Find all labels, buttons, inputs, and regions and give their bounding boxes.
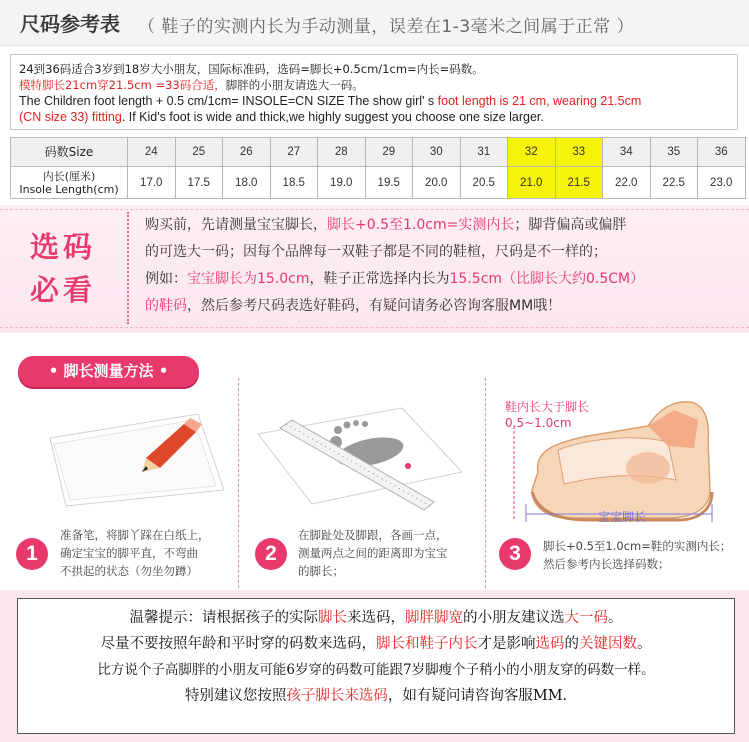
size-info-box — [10, 54, 738, 130]
step-line: 脚长+0.5至1.0cm=鞋的实测内长； — [543, 539, 732, 553]
header-bar — [0, 0, 749, 46]
tip-text — [145, 212, 743, 320]
notice-highlight: 脚长和鞋子内长 — [376, 636, 478, 652]
notice-line-1 — [18, 605, 734, 631]
paper-pencil-illustration — [38, 398, 228, 510]
page-subtitle: （ 鞋子的实测内长为手动测量，误差在1-3毫米之间属于正常 ） — [138, 17, 635, 37]
length-header-cn: 内长(厘米) — [42, 169, 96, 183]
notice-highlight: 选码 — [535, 636, 565, 652]
size-row — [11, 138, 746, 167]
length-cell: 19.5 — [365, 167, 413, 199]
notice-span: 才是影响 — [477, 636, 536, 652]
shoe-note-line-2: 0.5~1.0cm — [505, 416, 572, 430]
step-line: 测量两点之间的距离即为宝宝 — [298, 546, 448, 560]
info-en-red-2: (CN size 33) fitting — [19, 110, 122, 124]
size-header: 码数Size — [11, 138, 128, 167]
length-header-en: Insole Length(cm) — [19, 182, 119, 196]
foot-length-label: 宝宝脚长 — [598, 510, 647, 524]
notice-highlight: 大一码 — [564, 610, 608, 626]
notice-span: 尽量不要按照年龄和平时穿的码数来选码， — [100, 636, 376, 652]
info-en-red: foot length is 21 cm, wearing 21.5cm — [437, 94, 642, 108]
info-en-text-2: . If Kid's foot is wide and thick,we highly suggest you choose one size larger. — [121, 110, 544, 124]
notice-span: 。 — [637, 636, 652, 652]
notice-highlight: 关键因数 — [579, 636, 637, 652]
step-3-text — [543, 537, 731, 573]
tip-highlight: 脚长+0.5至1.0cm=实测内长 — [327, 217, 515, 233]
size-cell: 28 — [318, 138, 366, 167]
method-title: • 脚长测量方法 • — [18, 356, 199, 387]
size-table — [10, 137, 746, 199]
notice-highlight: 脚长 — [318, 610, 347, 626]
ruler-foot-illustration — [252, 394, 467, 516]
tip-line-1 — [145, 212, 743, 239]
info-line-4 — [19, 109, 729, 125]
tip-separator — [127, 212, 129, 324]
info-line-3 — [19, 93, 729, 109]
length-cell: 18.5 — [270, 167, 318, 199]
length-cell: 19.0 — [318, 167, 366, 199]
size-cell: 35 — [650, 138, 698, 167]
step-line: 不拱起的状态（勿坐勿蹲） — [60, 564, 198, 578]
notice-span: 来选码， — [347, 610, 405, 626]
shoe-note-line-1: 鞋内长大于脚长 — [505, 400, 590, 414]
tip-label-bottom: 必看 — [30, 273, 97, 307]
length-cell: 20.5 — [460, 167, 508, 199]
length-cell: 20.0 — [413, 167, 461, 199]
info-en-text: The Children foot length + 0.5 cm/1cm= INSOLE=CN SIZE The show girl' s — [19, 94, 438, 108]
tip-line-3 — [145, 266, 743, 293]
length-row — [11, 167, 746, 199]
size-cell: 36 — [698, 138, 746, 167]
size-cell-highlight: 33 — [555, 138, 603, 167]
step-line: 准备笔，将脚丫踩在白纸上， — [60, 528, 210, 542]
notice-span: 的小朋友建议选 — [463, 610, 565, 626]
length-cell-highlight: 21.0 — [508, 167, 556, 199]
step-2-badge: 2 — [255, 538, 287, 570]
length-cell: 22.0 — [603, 167, 651, 199]
notice-span: 特别建议您按照 — [184, 688, 287, 704]
length-cell: 23.0 — [698, 167, 746, 199]
notice-highlight: 孩子脚长来选码 — [286, 688, 388, 704]
step-line: 确定宝宝的脚平直，不弯曲 — [60, 546, 198, 560]
step-line: 的脚长； — [298, 564, 344, 578]
size-cell: 24 — [128, 138, 176, 167]
length-cell: 17.5 — [175, 167, 223, 199]
size-cell: 27 — [270, 138, 318, 167]
tip-text-span: 例如： — [145, 271, 187, 287]
length-cell-highlight: 21.5 — [555, 167, 603, 199]
tip-label-top: 选码 — [30, 230, 97, 264]
divider — [0, 327, 749, 328]
size-cell: 29 — [365, 138, 413, 167]
tip-text-span: 购买前，先请测量宝宝脚长， — [145, 217, 327, 233]
tip-text-span: ；脚背偏高或偏胖 — [514, 217, 627, 233]
size-cell: 31 — [460, 138, 508, 167]
step-1-text — [60, 526, 210, 580]
notice-line-4 — [18, 683, 734, 709]
tip-text-span: ，鞋子正常选择内长为 — [309, 271, 450, 287]
info-line-1: 24到36码适合3岁到18岁大小朋友，国际标准码，选码=脚长+0.5cm/1cm=内长=码数。 — [19, 62, 484, 76]
model-size-note: 模特脚长21cm穿21.5cm =33码合适， — [19, 78, 226, 92]
step-divider — [238, 378, 239, 588]
notice-span: 。 — [608, 610, 623, 626]
size-cell: 25 — [175, 138, 223, 167]
notice-highlight: 脚胖脚宽 — [405, 610, 463, 626]
heel-mark — [405, 463, 411, 469]
size-cell: 26 — [223, 138, 271, 167]
tip-highlight: 宝宝脚长为15.0cm — [187, 271, 310, 287]
notice-line-3: 比方说个子高脚胖的小朋友可能6岁穿的码数可能跟7岁脚瘦个子稍小的小朋友穿的码数一样。 — [97, 662, 655, 678]
info-line-2 — [19, 77, 729, 93]
step-1-badge: 1 — [16, 538, 48, 570]
tip-line-2: 的可选大一码；因每个品牌每一双鞋子都是不同的鞋楦，尺码是不一样的； — [145, 244, 607, 260]
size-cell: 30 — [413, 138, 461, 167]
step-3-badge: 3 — [499, 538, 531, 570]
step-line: 在脚趾处及脚跟，各画一点， — [298, 528, 448, 542]
notice-span: ，如有疑问请咨询客服MM. — [387, 688, 568, 704]
length-cell: 18.0 — [223, 167, 271, 199]
step-divider — [485, 378, 486, 588]
tip-line-4 — [145, 293, 743, 320]
notice-span: 温馨提示：请根据孩子的实际 — [129, 610, 318, 626]
notice-span: 的 — [564, 636, 579, 652]
notice-line-2 — [18, 631, 734, 657]
step-2-text — [298, 526, 448, 580]
page-title: 尺码参考表 — [20, 12, 120, 36]
length-cell: 17.0 — [128, 167, 176, 199]
notice-box — [17, 598, 735, 734]
tip-highlight: 的鞋码 — [145, 298, 187, 314]
length-cell: 22.5 — [650, 167, 698, 199]
wide-foot-note: 脚胖的小朋友请选大一码。 — [225, 78, 364, 92]
step-line: 然后参考内长选择码数； — [543, 557, 670, 571]
size-cell: 34 — [603, 138, 651, 167]
divider — [0, 209, 749, 210]
length-header — [11, 167, 128, 199]
size-cell-highlight: 32 — [508, 138, 556, 167]
tip-highlight: 15.5cm（比脚长大约0.5CM） — [449, 271, 645, 287]
tip-text-span: ，然后参考尺码表选好鞋码，有疑问请务必咨询客服MM哦！ — [187, 298, 562, 314]
